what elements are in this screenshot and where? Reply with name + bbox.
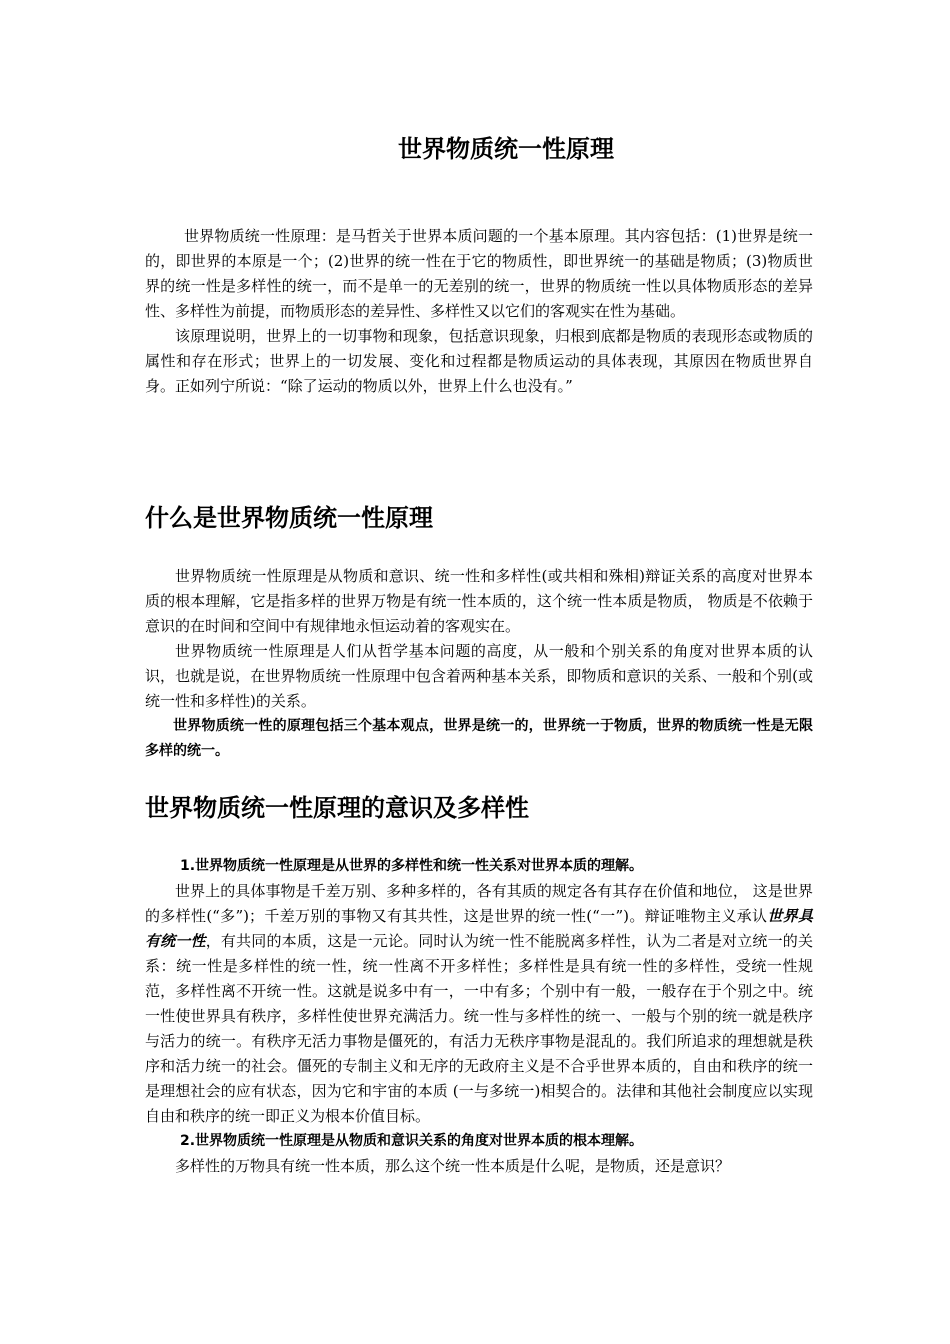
intro-paragraph-1: 世界物质统一性原理：是马哲关于世界本质问题的一个基本原理。其内容包括：(1)世界是统一的，即世界的本原是一个；(2)世界的统一性在于它的物质性，即世界统一的基础是物质；(3)物质世界的统一性是多样性的统一，而不是单一的无差别的统一，世界的物质统一性以具体物质形态的差异性、多样性为前提，而物质形态的差异性、多样性又以它们的客观实在性为基础。 [145,227,813,320]
section2-paragraph-1-emphasis: 世界具有统一性 [145,907,813,950]
section2-body [145,854,813,1179]
section1-paragraph-1: 世界物质统一性原理是从物质和意识、统一性和多样性(或共相和殊相)辩证关系的高度对世界本质的根本理解，它是指多样的世界万物是有统一性本质的，这个统一性本质是物质， 物质是不依赖于意识的在时间和空间中有规律地永恒运动着的客观实在。 [145,567,813,635]
section2-paragraph-1-start: 世界上的具体事物是千差万别、多种多样的，各有其质的规定各有其存在价值和地位， 这是世界的多样性(“多”)；千差万别的事物又有其共性，这是世界的统一性(“一”)。辩证唯物主义承认 [145,882,813,925]
section1-paragraph-2: 世界物质统一性原理是人们从哲学基本问题的高度，从一般和个别关系的角度对世界本质的认识，也就是说，在世界物质统一性原理中包含着两种基本关系，即物质和意识的关系、一般和个别(或统一性和多样性)的关系。 [145,642,813,710]
intro-paragraph-2: 该原理说明，世界上的一切事物和现象，包括意识现象，归根到底都是物质的表现形态或物质的属性和存在形式；世界上的一切发展、变化和过程都是物质运动的具体表现，其原因在物质世界自身。正如列宁所说：“除了运动的物质以外，世界上什么也没有。” [145,327,813,395]
section1-heading: 什么是世界物质统一性原理 [145,504,433,532]
section2-item-2: 2.世界物质统一性原理是从物质和意识关系的角度对世界本质的根本理解。 [180,1133,644,1149]
section1-paragraph-3: 世界物质统一性的原理包括三个基本观点，世界是统一的，世界统一于物质，世界的物质统一性是无限多样的统一。 [145,718,813,759]
section1-body [145,564,813,764]
document-title: 世界物质统一性原理 [398,135,614,163]
section2-paragraph-2: 多样性的万物具有统一性本质，那么这个统一性本质是什么呢，是物质，还是意识？ [175,1157,731,1175]
intro-section [145,224,813,399]
section2-item-1: 1.世界物质统一性原理是从世界的多样性和统一性关系对世界本质的理解。 [180,858,644,874]
section2-heading: 世界物质统一性原理的意识及多样性 [145,794,529,822]
section2-paragraph-1-end: ，有共同的本质，这是一元论。同时认为统一性不能脱离多样性，认为二者是对立统一的关系：统一性是多样性的统一性，统一性离不开多样性；多样性是具有统一性的多样性，受统一性规范，多样性离不开统一性。这就是说多中有一，一中有多；个别中有一般，一般存在于个别之中。统一性使世界具有秩序，多样性使世界充满活力。统一性与多样性的统一、一般与个别的统一就是秩序与活力的统一。有秩序无活力事物是僵死的，有活力无秩序事物是混乱的。我们所追求的理想就是秩序和活力统一的社会。僵死的专制主义和无序的无政府主义是不合乎世界本质的，自由和秩序的统一是理想社会的应有状态，因为它和宇宙的本质 (一与多统一)相契合的。法律和其他社会制度应以实现自由和秩序的统一即正义为根本价值目标。 [145,932,813,1125]
section2-paragraph-1 [145,879,813,1129]
